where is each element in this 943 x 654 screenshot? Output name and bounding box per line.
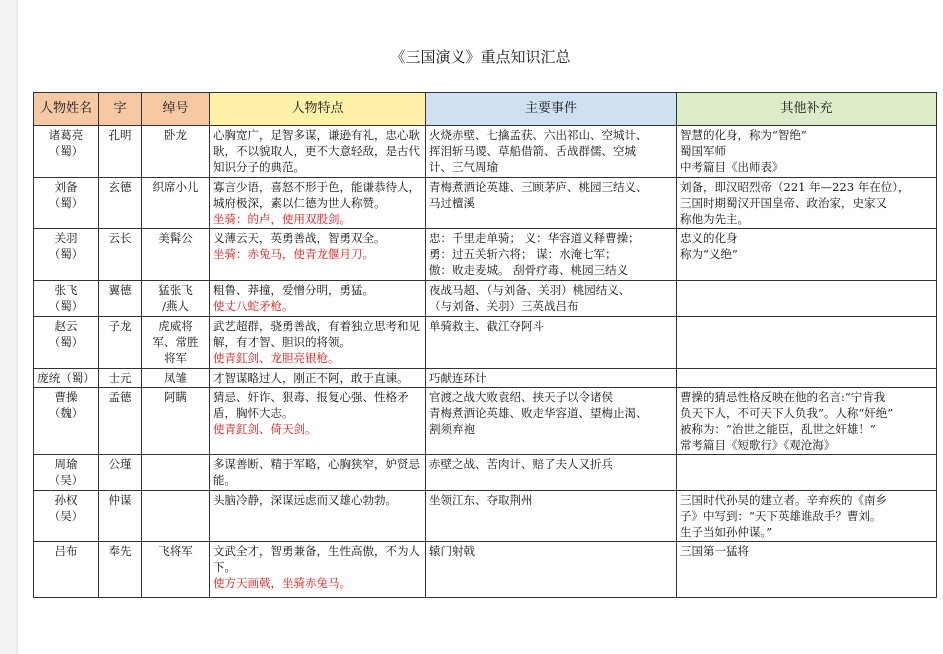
- event-line: 单骑救主、截江夺阿斗: [429, 319, 544, 333]
- event-line: 夜战马超、（与刘备、关羽）桃园结义、: [429, 283, 631, 297]
- cell-name: [34, 178, 99, 229]
- cell-event: [426, 369, 677, 388]
- hao-line: 猛张飞: [158, 283, 193, 297]
- cell-name: [34, 388, 99, 455]
- cell-other: [677, 369, 937, 388]
- cell-trait: [210, 229, 426, 281]
- event-line: 青梅煮酒论英雄、三顾茅庐、桃园三结义、: [429, 180, 648, 194]
- name-line: （蜀）: [48, 196, 84, 210]
- cell-other: [677, 455, 937, 491]
- name-line: （蜀）: [48, 144, 84, 158]
- event-line: 坐领江东、夺取荆州: [429, 493, 533, 507]
- trait-text: 寡言少语，喜怒不形于色，能谦恭待人，城府极深，素以仁德为世人称赞。: [213, 180, 420, 210]
- cell-name: [34, 317, 99, 369]
- event-line: 辕门射戟: [429, 544, 475, 558]
- other-line: 负天下人，不可天下人负我”。人称“奸绝”: [680, 406, 894, 420]
- cell-zi: 云长: [99, 229, 142, 281]
- trait-text: 心胸宽广，足智多谋，谦逊有礼，忠心耿耿，不以貌取人，更不大意轻敌，是古代知识分子的典范。: [213, 128, 420, 174]
- cell-other: [677, 281, 937, 317]
- cell-trait: [210, 281, 426, 317]
- event-line: 巧献连环计: [429, 371, 487, 385]
- trait-text: 武艺超群，骁勇善战，有着独立思考和见解，有才智、胆识的将领。: [213, 319, 420, 349]
- event-line: 计、三气周瑜: [429, 160, 498, 174]
- trait-text: 义薄云天，英勇善战，智勇双全。: [213, 231, 386, 245]
- cell-other: [677, 126, 937, 178]
- page-title: 《三国演义》重点知识汇总: [390, 48, 571, 66]
- cell-zi: 孟德: [99, 388, 142, 455]
- other-line: 三国时期蜀汉开国皇帝、政治家，史家又: [680, 196, 887, 210]
- cell-name: [34, 455, 99, 491]
- cell-event: [426, 542, 677, 598]
- name-line: 孙权: [54, 493, 78, 507]
- cell-name: [34, 229, 99, 281]
- trait-weapon-text: 使丈八蛇矛枪。: [213, 299, 294, 313]
- header-name: 人物姓名: [34, 93, 99, 126]
- trait-text: 粗鲁、莽撞，爱憎分明，勇猛。: [213, 283, 374, 297]
- trait-text: 文武全才，智勇兼备，生性高傲，不为人下。: [213, 544, 420, 574]
- cell-event: [426, 126, 677, 178]
- event-line: 挥泪斩马谡、草船借箭、舌战群儒、空城: [429, 144, 636, 158]
- name-line: 张飞: [54, 283, 78, 297]
- cell-hao: [142, 281, 210, 317]
- cell-other: [677, 229, 937, 281]
- hao-line: 飞将军: [158, 544, 193, 558]
- event-line: 马过檀溪: [429, 196, 475, 210]
- trait-text: 才智谋略过人，刚正不阿，敢于直谏。: [213, 371, 409, 385]
- cell-trait: [210, 178, 426, 229]
- cell-zi: 士元: [99, 369, 142, 388]
- cell-trait: [210, 491, 426, 542]
- cell-zi: 玄德: [99, 178, 142, 229]
- trait-weapon-text: 使青釭剑、倚天剑。: [213, 422, 317, 436]
- table-row: [34, 229, 937, 281]
- name-line: 吕布: [54, 544, 78, 558]
- hao-line: 美髯公: [158, 231, 193, 245]
- trait-text: 猜忌、奸诈、狠毒、报复心强、性格矛盾，胸怀大志。: [213, 390, 409, 420]
- hao-line: 将军: [164, 351, 187, 365]
- cell-zi: 翼德: [99, 281, 142, 317]
- name-line: （蜀）: [48, 335, 84, 349]
- header-other: 其他补充: [677, 93, 937, 126]
- event-line: 忠：千里走单骑； 义：华容道义释曹操；: [429, 231, 640, 245]
- name-line: 关羽: [54, 231, 78, 245]
- cell-name: [34, 542, 99, 598]
- document-page: [18, 0, 943, 654]
- cell-hao: [142, 317, 210, 369]
- cell-hao: [142, 388, 210, 455]
- trait-weapon-text: 使方天画戟，坐骑赤兔马。: [213, 576, 351, 590]
- cell-event: [426, 491, 677, 542]
- other-line: 刘备，即汉昭烈帝（221 年—223 年在位），: [680, 180, 910, 194]
- other-line: 被称为：“治世之能臣，乱世之奸雄！”: [680, 422, 876, 436]
- name-line: （蜀）: [48, 299, 84, 313]
- table-row: [34, 281, 937, 317]
- cell-name: [34, 281, 99, 317]
- event-line: 勇：过五关斩六将； 谋：水淹七军；: [429, 247, 617, 261]
- other-line: 称为“义绝”: [680, 247, 738, 261]
- cell-trait: [210, 388, 426, 455]
- hao-line: 虎威将: [158, 319, 193, 333]
- trait-weapon-text: 坐骑：赤兔马，使青龙偃月刀。: [213, 247, 374, 261]
- cell-event: [426, 229, 677, 281]
- other-line: 子》中写到：“天下英雄谁敌手？曹刘。: [680, 509, 882, 523]
- other-line: 忠义的化身: [680, 231, 738, 245]
- name-line: （吴）: [48, 509, 84, 523]
- name-line: 庞统（蜀）: [37, 371, 95, 385]
- cell-trait: [210, 542, 426, 598]
- event-line: （与刘备、关羽）三英战吕布: [429, 299, 579, 313]
- name-line: 刘备: [54, 180, 78, 194]
- event-line: 青梅煮酒论英雄、败走华容道、望梅止渴、: [429, 406, 648, 420]
- table-row: [34, 126, 937, 178]
- cell-event: [426, 281, 677, 317]
- cell-hao: [142, 229, 210, 281]
- other-line: 称他为先主。: [680, 212, 749, 226]
- cell-trait: [210, 369, 426, 388]
- cell-zi: 子龙: [99, 317, 142, 369]
- trait-weapon-text: 坐骑：的卢，使用双股剑。: [213, 212, 351, 226]
- table-body: [34, 126, 937, 598]
- table-row: [34, 388, 937, 455]
- table-row: [34, 455, 937, 491]
- cell-hao: [142, 491, 210, 542]
- header-event: 主要事件: [426, 93, 677, 126]
- event-line: 官渡之战大败袁绍、挟天子以令诸侯: [429, 390, 613, 404]
- cell-other: [677, 542, 937, 598]
- hao-line: 卧龙: [164, 128, 187, 142]
- cell-hao: [142, 369, 210, 388]
- other-line: 曹操的猜忌性格反映在他的名言:“宁肯我: [680, 390, 886, 404]
- name-line: 赵云: [54, 319, 78, 333]
- name-line: （蜀）: [48, 247, 84, 261]
- header-trait: 人物特点: [210, 93, 426, 126]
- trait-weapon-text: 使青釭剑、龙胆亮银枪。: [213, 351, 340, 365]
- hao-line: 织席小儿: [152, 180, 199, 194]
- other-line: 生子当如孙仲谋。”: [680, 525, 773, 539]
- cell-name: [34, 369, 99, 388]
- cell-trait: [210, 317, 426, 369]
- header-hao: 绰号: [142, 93, 210, 126]
- name-line: 诸葛亮: [48, 128, 84, 142]
- event-line: 火烧赤壁、七擒孟获、六出祁山、空城计、: [429, 128, 648, 142]
- name-line: （吴）: [48, 473, 84, 487]
- table-row: [34, 369, 937, 388]
- hao-line: 凤雏: [164, 371, 187, 385]
- event-line: 割须弃袍: [429, 422, 475, 436]
- cell-zi: 孔明: [99, 126, 142, 178]
- cell-zi: 仲谋: [99, 491, 142, 542]
- cell-other: [677, 491, 937, 542]
- cell-hao: [142, 126, 210, 178]
- cell-event: [426, 455, 677, 491]
- cell-event: [426, 388, 677, 455]
- cell-zi: 奉先: [99, 542, 142, 598]
- other-line: 蜀国军师: [680, 144, 726, 158]
- other-line: 中考篇目《出师表》: [680, 160, 784, 174]
- header-row: [34, 93, 937, 126]
- hao-line: 阿瞒: [164, 390, 187, 404]
- event-line: 赤壁之战、苦肉计、赔了夫人又折兵: [429, 457, 613, 471]
- cell-name: [34, 491, 99, 542]
- table-row: [34, 491, 937, 542]
- cell-trait: [210, 455, 426, 491]
- other-line: 三国时代孙吴的建立者。辛弃疾的《南乡: [680, 493, 887, 507]
- cell-trait: [210, 126, 426, 178]
- event-line: 傲：败走麦城。 刮骨疗毒、桃园三结义: [429, 263, 629, 277]
- table-row: [34, 542, 937, 598]
- name-line: （魏）: [48, 406, 84, 420]
- cell-zi: 公瑾: [99, 455, 142, 491]
- cell-hao: [142, 542, 210, 598]
- hao-line: /燕人: [162, 299, 189, 313]
- name-line: 周瑜: [54, 457, 78, 471]
- hao-line: 军、常胜: [152, 335, 199, 349]
- cell-hao: [142, 178, 210, 229]
- cell-name: [34, 126, 99, 178]
- cell-other: [677, 317, 937, 369]
- cell-event: [426, 178, 677, 229]
- trait-text: 头脑冷静，深谋远虑而又雄心勃勃。: [213, 493, 397, 507]
- cell-hao: [142, 455, 210, 491]
- trait-text: 多谋善断、精于军略，心胸狭窄，妒贤忌能。: [213, 457, 420, 487]
- other-line: 三国第一猛将: [680, 544, 749, 558]
- name-line: 曹操: [54, 390, 78, 404]
- other-line: 常考篇目《短歌行》《观沧海》: [680, 438, 836, 452]
- table-row: [34, 178, 937, 229]
- table-row: [34, 317, 937, 369]
- cell-event: [426, 317, 677, 369]
- cell-other: [677, 388, 937, 455]
- header-zi: 字: [99, 93, 142, 126]
- cell-other: [677, 178, 937, 229]
- other-line: 智慧的化身，称为“智绝”: [680, 128, 807, 142]
- summary-table: [33, 92, 937, 598]
